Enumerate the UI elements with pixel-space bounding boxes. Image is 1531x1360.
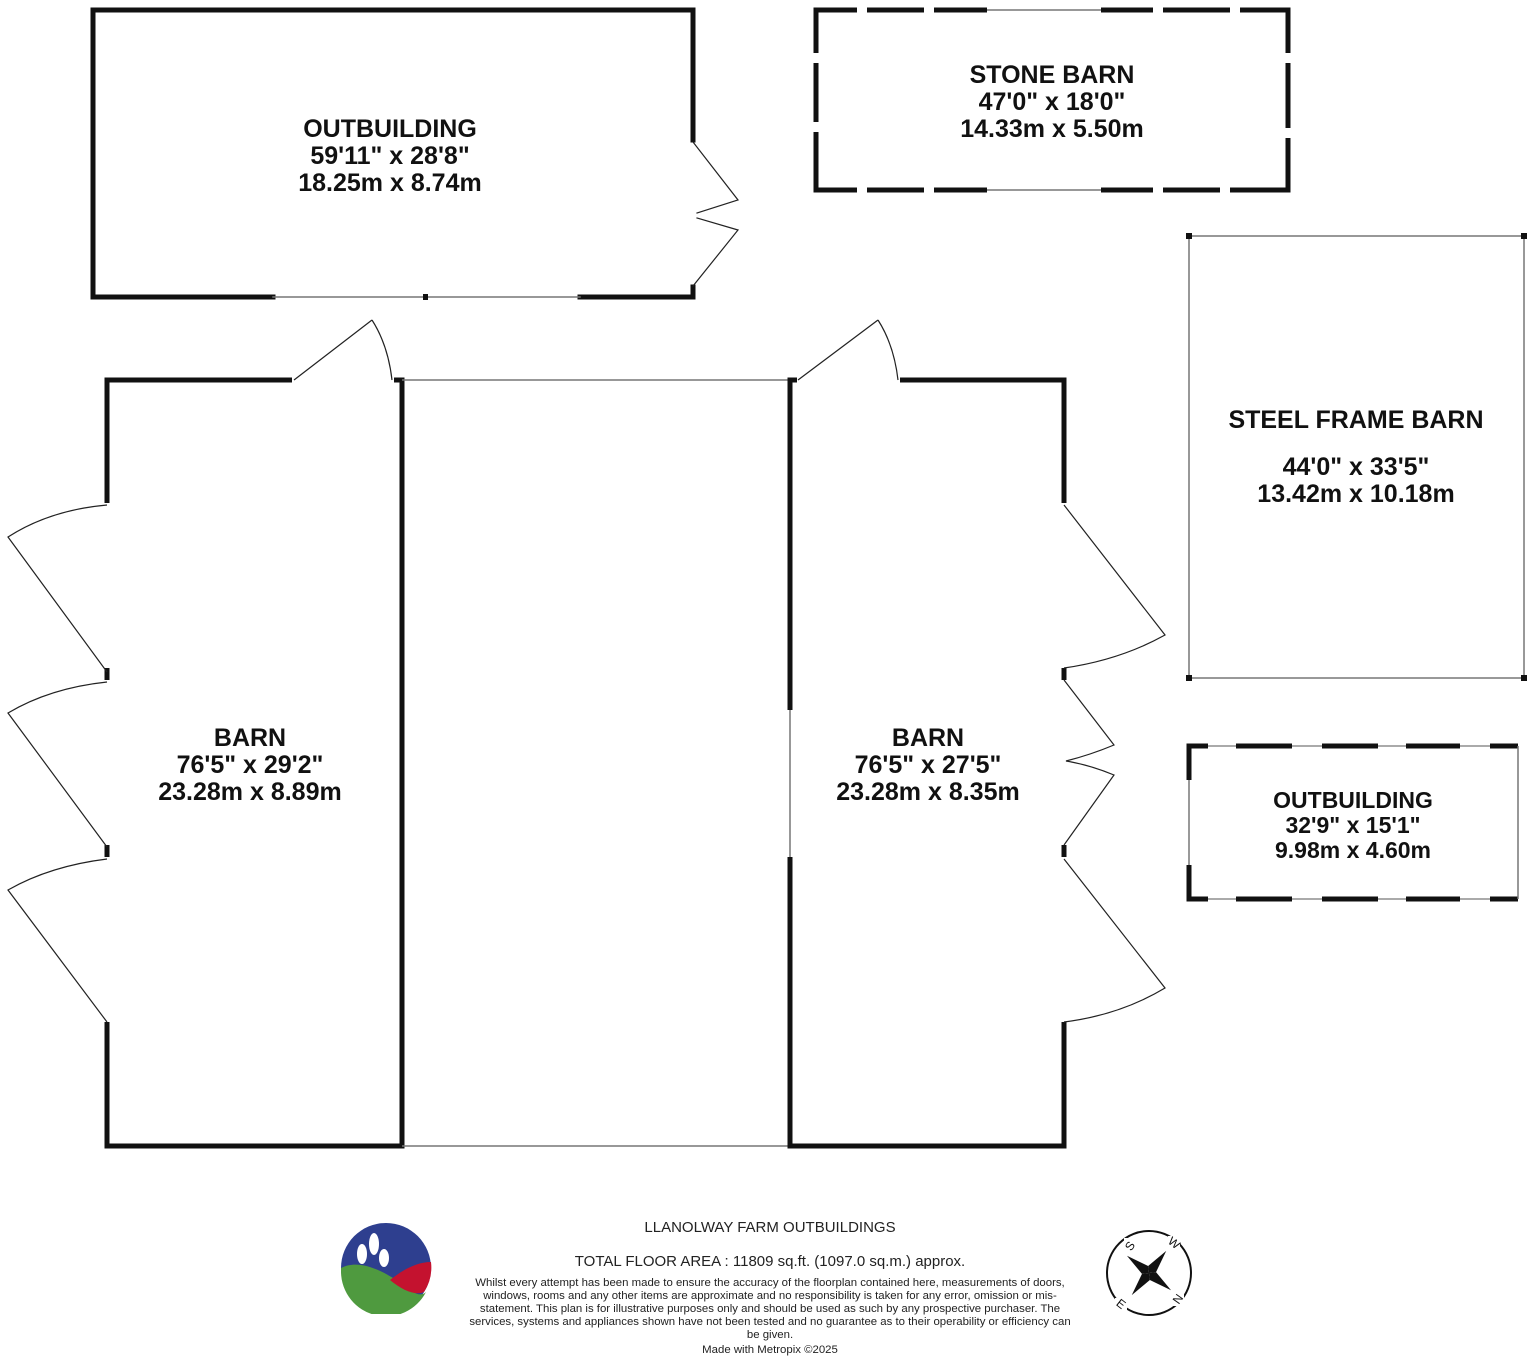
room-label-barn-right [773,725,1083,806]
room-size-metric: 9.98m x 4.60m [1274,837,1431,863]
covered-area-outline [402,380,790,1146]
room-label-steel-frame-barn [1196,407,1516,508]
compass-letter: N [1169,1291,1187,1307]
room-size-imperial: 76'5" x 27'5" [854,751,1002,779]
compass-icon [1104,1228,1194,1318]
room-size-metric: 13.42m x 10.18m [1257,480,1455,508]
room-label-barn-left [100,725,400,806]
room-size-imperial: 44'0" x 33'5" [1282,453,1430,481]
compass-letter: W [1165,1233,1183,1253]
disclaimer: Whilst every attempt has been made to ensure the accuracy of the floorplan contained here, measurements of doors, windows, rooms and any other items are approximate and no responsibility is taken for any error, omission or mis-statement. This plan is for illustrative purposes only and should be used as such by any prospective purchaser. The services, systems and appliances shown have not been tested and no guarantee as to their operability or efficiency can be given. [469,1277,1071,1341]
room-name: BARN [213,724,287,752]
room-name: BARN [891,724,965,752]
room-size-metric: 23.28m x 8.35m [836,778,1020,806]
room-label-stone-barn [902,62,1202,143]
room-name: OUTBUILDING [303,115,477,143]
metropix-logo-icon [340,1222,432,1314]
room-name: STONE BARN [969,61,1135,89]
room-size-metric: 14.33m x 5.50m [960,115,1144,143]
room-name: STEEL FRAME BARN [1228,406,1484,434]
room-size-imperial: 47'0" x 18'0" [978,88,1126,116]
room-size-imperial: 76'5" x 29'2" [176,751,324,779]
room-label-outbuilding-top [240,116,540,197]
room-label-outbuilding-small [1203,788,1503,863]
compass-letter: E [1113,1296,1129,1312]
plan-title: LLANOLWAY FARM OUTBUILDINGS [644,1219,896,1236]
made-with-credit: Made with Metropix ©2025 [702,1344,838,1356]
room-size-metric: 23.28m x 8.89m [158,778,342,806]
room-size-imperial: 32'9" x 15'1" [1285,812,1421,838]
room-size-imperial: 59'11" x 28'8" [310,142,470,170]
compass-letter: S [1121,1238,1139,1254]
total-floor-area: TOTAL FLOOR AREA : 11809 sq.ft. (1097.0 sq.m.) approx. [574,1253,966,1270]
room-size-metric: 18.25m x 8.74m [298,169,482,197]
room-name: OUTBUILDING [1273,787,1433,813]
